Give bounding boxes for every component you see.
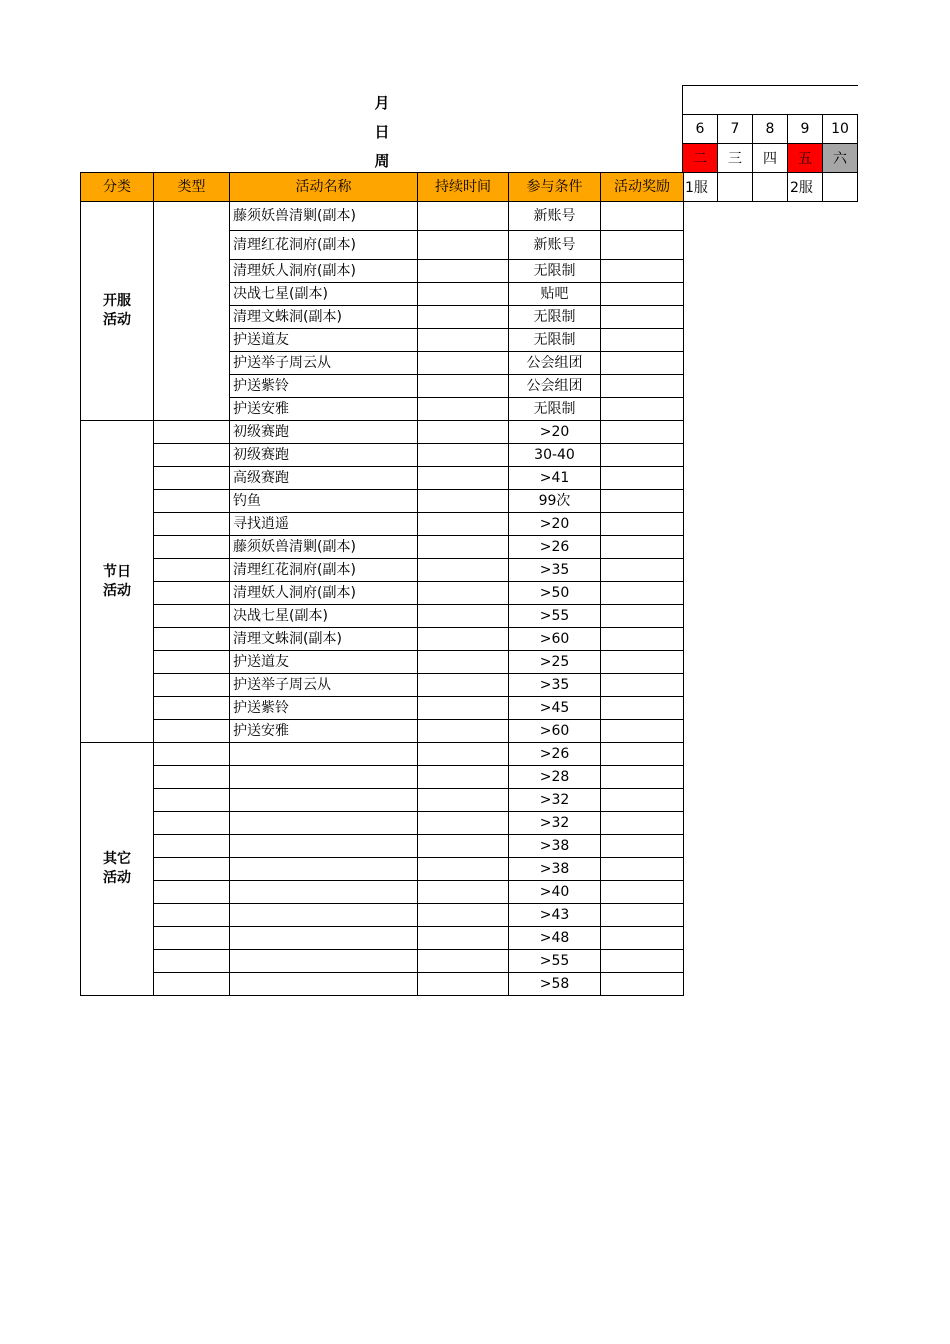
activity-name-cell[interactable] bbox=[230, 835, 418, 858]
reward-cell[interactable] bbox=[601, 766, 684, 789]
calendar-weekday[interactable]: 三 bbox=[718, 144, 753, 173]
table-row bbox=[81, 789, 684, 812]
condition-cell[interactable]: >60 bbox=[509, 628, 601, 651]
calendar-day[interactable]: 6 bbox=[683, 115, 718, 144]
duration-cell[interactable] bbox=[418, 881, 509, 904]
condition-cell[interactable]: >32 bbox=[509, 789, 601, 812]
reward-cell[interactable] bbox=[601, 513, 684, 536]
calendar-weekday[interactable]: 六 bbox=[823, 144, 858, 173]
type-cell[interactable] bbox=[154, 904, 230, 927]
reward-cell[interactable] bbox=[601, 444, 684, 467]
condition-cell[interactable]: >26 bbox=[509, 743, 601, 766]
reward-cell[interactable] bbox=[601, 651, 684, 674]
reward-cell[interactable] bbox=[601, 674, 684, 697]
month-label: 月 bbox=[374, 94, 390, 112]
table-row bbox=[81, 421, 684, 444]
type-cell[interactable] bbox=[154, 835, 230, 858]
header-duration: 持续时间 bbox=[418, 173, 509, 202]
calendar-day-row bbox=[683, 115, 858, 144]
table-row bbox=[81, 202, 684, 231]
type-cell[interactable] bbox=[154, 421, 230, 444]
activity-name-cell[interactable]: 高级赛跑 bbox=[230, 467, 418, 490]
table-row bbox=[81, 904, 684, 927]
activity-name-cell[interactable]: 护送安雅 bbox=[230, 720, 418, 743]
calendar-server[interactable]: 2服 bbox=[788, 173, 823, 202]
reward-cell[interactable] bbox=[601, 490, 684, 513]
type-cell[interactable] bbox=[154, 202, 230, 421]
duration-cell[interactable] bbox=[418, 766, 509, 789]
activity-name-cell[interactable] bbox=[230, 743, 418, 766]
activity-name-cell[interactable]: 清理文蛛洞(副本) bbox=[230, 628, 418, 651]
table-row bbox=[81, 812, 684, 835]
condition-cell[interactable]: >55 bbox=[509, 950, 601, 973]
type-cell[interactable] bbox=[154, 605, 230, 628]
activity-name-cell[interactable]: 护送紫铃 bbox=[230, 697, 418, 720]
condition-cell[interactable]: >40 bbox=[509, 881, 601, 904]
duration-cell[interactable] bbox=[418, 260, 509, 283]
duration-cell[interactable] bbox=[418, 352, 509, 375]
condition-cell[interactable]: >50 bbox=[509, 582, 601, 605]
reward-cell[interactable] bbox=[601, 398, 684, 421]
reward-cell[interactable] bbox=[601, 467, 684, 490]
table-row bbox=[81, 743, 684, 766]
table-row bbox=[81, 582, 684, 605]
condition-cell[interactable]: 99次 bbox=[509, 490, 601, 513]
table-row bbox=[81, 697, 684, 720]
condition-cell[interactable]: >55 bbox=[509, 605, 601, 628]
type-cell[interactable] bbox=[154, 766, 230, 789]
activity-name-cell[interactable]: 决战七星(副本) bbox=[230, 283, 418, 306]
duration-cell[interactable] bbox=[418, 329, 509, 352]
duration-cell[interactable] bbox=[418, 674, 509, 697]
reward-cell[interactable] bbox=[601, 812, 684, 835]
table-row bbox=[81, 628, 684, 651]
condition-cell[interactable]: 公会组团 bbox=[509, 375, 601, 398]
activity-name-cell[interactable]: 藤须妖兽清剿(副本) bbox=[230, 202, 418, 231]
activity-name-cell[interactable]: 护送举子周云从 bbox=[230, 352, 418, 375]
activity-table bbox=[80, 172, 684, 996]
reward-cell[interactable] bbox=[601, 202, 684, 231]
calendar-weekday[interactable]: 二 bbox=[683, 144, 718, 173]
calendar-server-row bbox=[683, 173, 858, 202]
condition-cell[interactable]: 无限制 bbox=[509, 260, 601, 283]
type-cell[interactable] bbox=[154, 973, 230, 996]
type-cell[interactable] bbox=[154, 582, 230, 605]
activity-name-cell[interactable] bbox=[230, 812, 418, 835]
condition-cell[interactable]: 无限制 bbox=[509, 329, 601, 352]
activity-name-cell[interactable] bbox=[230, 789, 418, 812]
activity-name-cell[interactable]: 初级赛跑 bbox=[230, 444, 418, 467]
condition-cell[interactable]: >38 bbox=[509, 858, 601, 881]
reward-cell[interactable] bbox=[601, 559, 684, 582]
duration-cell[interactable] bbox=[418, 927, 509, 950]
condition-cell[interactable]: 公会组团 bbox=[509, 352, 601, 375]
activity-name-cell[interactable] bbox=[230, 904, 418, 927]
type-cell[interactable] bbox=[154, 812, 230, 835]
condition-cell[interactable]: >35 bbox=[509, 559, 601, 582]
duration-cell[interactable] bbox=[418, 628, 509, 651]
type-cell[interactable] bbox=[154, 467, 230, 490]
reward-cell[interactable] bbox=[601, 973, 684, 996]
calendar-server[interactable] bbox=[718, 173, 753, 202]
type-cell[interactable] bbox=[154, 881, 230, 904]
activity-name-cell[interactable]: 钓鱼 bbox=[230, 490, 418, 513]
activity-name-cell[interactable] bbox=[230, 973, 418, 996]
calendar-server[interactable] bbox=[753, 173, 788, 202]
duration-cell[interactable] bbox=[418, 858, 509, 881]
calendar-day[interactable]: 9 bbox=[788, 115, 823, 144]
duration-cell[interactable] bbox=[418, 835, 509, 858]
calendar-header-blank bbox=[682, 85, 858, 115]
table-row bbox=[81, 927, 684, 950]
calendar-weekday[interactable]: 五 bbox=[788, 144, 823, 173]
duration-cell[interactable] bbox=[418, 202, 509, 231]
category-cell[interactable]: 节日 活动 bbox=[81, 421, 154, 743]
condition-cell[interactable]: >58 bbox=[509, 973, 601, 996]
duration-cell[interactable] bbox=[418, 789, 509, 812]
type-cell[interactable] bbox=[154, 628, 230, 651]
activity-name-cell[interactable]: 护送安雅 bbox=[230, 398, 418, 421]
activity-name-cell[interactable]: 护送道友 bbox=[230, 329, 418, 352]
duration-cell[interactable] bbox=[418, 651, 509, 674]
activity-name-cell[interactable] bbox=[230, 766, 418, 789]
header-type: 类型 bbox=[154, 173, 230, 202]
condition-cell[interactable]: >26 bbox=[509, 536, 601, 559]
table-row bbox=[81, 766, 684, 789]
type-cell[interactable] bbox=[154, 490, 230, 513]
calendar-day[interactable]: 8 bbox=[753, 115, 788, 144]
table-row bbox=[81, 720, 684, 743]
activity-name-cell[interactable]: 清理红花洞府(副本) bbox=[230, 559, 418, 582]
activity-name-cell[interactable]: 寻找逍遥 bbox=[230, 513, 418, 536]
condition-cell[interactable]: >60 bbox=[509, 720, 601, 743]
duration-cell[interactable] bbox=[418, 375, 509, 398]
type-cell[interactable] bbox=[154, 444, 230, 467]
duration-cell[interactable] bbox=[418, 697, 509, 720]
duration-cell[interactable] bbox=[418, 559, 509, 582]
duration-cell[interactable] bbox=[418, 812, 509, 835]
type-cell[interactable] bbox=[154, 536, 230, 559]
reward-cell[interactable] bbox=[601, 720, 684, 743]
activity-name-cell[interactable]: 护送举子周云从 bbox=[230, 674, 418, 697]
table-row bbox=[81, 973, 684, 996]
reward-cell[interactable] bbox=[601, 421, 684, 444]
duration-cell[interactable] bbox=[418, 582, 509, 605]
table-row bbox=[81, 467, 684, 490]
header-activity-name: 活动名称 bbox=[230, 173, 418, 202]
table-row bbox=[81, 490, 684, 513]
duration-cell[interactable] bbox=[418, 743, 509, 766]
duration-cell[interactable] bbox=[418, 973, 509, 996]
condition-cell[interactable]: 30-40 bbox=[509, 444, 601, 467]
type-cell[interactable] bbox=[154, 950, 230, 973]
reward-cell[interactable] bbox=[601, 927, 684, 950]
condition-cell[interactable]: >45 bbox=[509, 697, 601, 720]
duration-cell[interactable] bbox=[418, 904, 509, 927]
calendar-weekday[interactable]: 四 bbox=[753, 144, 788, 173]
duration-cell[interactable] bbox=[418, 950, 509, 973]
header-condition: 参与条件 bbox=[509, 173, 601, 202]
duration-cell[interactable] bbox=[418, 283, 509, 306]
type-cell[interactable] bbox=[154, 858, 230, 881]
activity-name-cell[interactable]: 决战七星(副本) bbox=[230, 605, 418, 628]
condition-cell[interactable]: 无限制 bbox=[509, 306, 601, 329]
activity-name-cell[interactable] bbox=[230, 858, 418, 881]
table-row bbox=[81, 513, 684, 536]
duration-cell[interactable] bbox=[418, 421, 509, 444]
activity-name-cell[interactable]: 清理红花洞府(副本) bbox=[230, 231, 418, 260]
reward-cell[interactable] bbox=[601, 375, 684, 398]
reward-cell[interactable] bbox=[601, 950, 684, 973]
reward-cell[interactable] bbox=[601, 536, 684, 559]
reward-cell[interactable] bbox=[601, 881, 684, 904]
activity-name-cell[interactable]: 藤须妖兽清剿(副本) bbox=[230, 536, 418, 559]
header-reward: 活动奖励 bbox=[601, 173, 684, 202]
condition-cell[interactable]: >25 bbox=[509, 651, 601, 674]
table-row bbox=[81, 536, 684, 559]
type-cell[interactable] bbox=[154, 743, 230, 766]
condition-cell[interactable]: >41 bbox=[509, 467, 601, 490]
category-cell[interactable]: 其它 活动 bbox=[81, 743, 154, 996]
condition-cell[interactable]: >20 bbox=[509, 421, 601, 444]
condition-cell[interactable]: >20 bbox=[509, 513, 601, 536]
condition-cell[interactable]: 无限制 bbox=[509, 398, 601, 421]
activity-name-cell[interactable] bbox=[230, 927, 418, 950]
table-row bbox=[81, 605, 684, 628]
condition-cell[interactable]: 新账号 bbox=[509, 202, 601, 231]
calendar-day[interactable]: 10 bbox=[823, 115, 858, 144]
table-row bbox=[81, 559, 684, 582]
calendar-day[interactable]: 7 bbox=[718, 115, 753, 144]
header-category: 分类 bbox=[81, 173, 154, 202]
activity-name-cell[interactable] bbox=[230, 950, 418, 973]
duration-cell[interactable] bbox=[418, 398, 509, 421]
activity-name-cell[interactable]: 清理文蛛洞(副本) bbox=[230, 306, 418, 329]
calendar-table bbox=[682, 114, 858, 202]
condition-cell[interactable]: >48 bbox=[509, 927, 601, 950]
reward-cell[interactable] bbox=[601, 329, 684, 352]
week-label: 周 bbox=[374, 152, 390, 170]
calendar-server[interactable]: 1服 bbox=[683, 173, 718, 202]
activity-name-cell[interactable]: 清理妖人洞府(副本) bbox=[230, 260, 418, 283]
reward-cell[interactable] bbox=[601, 789, 684, 812]
reward-cell[interactable] bbox=[601, 904, 684, 927]
condition-cell[interactable]: >28 bbox=[509, 766, 601, 789]
duration-cell[interactable] bbox=[418, 536, 509, 559]
duration-cell[interactable] bbox=[418, 306, 509, 329]
table-row bbox=[81, 651, 684, 674]
duration-cell[interactable] bbox=[418, 720, 509, 743]
activity-name-cell[interactable]: 初级赛跑 bbox=[230, 421, 418, 444]
condition-cell[interactable]: >38 bbox=[509, 835, 601, 858]
type-cell[interactable] bbox=[154, 651, 230, 674]
table-row bbox=[81, 881, 684, 904]
reward-cell[interactable] bbox=[601, 858, 684, 881]
reward-cell[interactable] bbox=[601, 260, 684, 283]
type-cell[interactable] bbox=[154, 697, 230, 720]
table-row bbox=[81, 858, 684, 881]
table-header-row bbox=[81, 173, 684, 202]
activity-name-cell[interactable]: 清理妖人洞府(副本) bbox=[230, 582, 418, 605]
duration-cell[interactable] bbox=[418, 513, 509, 536]
day-label: 日 bbox=[374, 123, 390, 141]
condition-cell[interactable]: 新账号 bbox=[509, 231, 601, 260]
table-body bbox=[81, 202, 684, 996]
type-cell[interactable] bbox=[154, 927, 230, 950]
type-cell[interactable] bbox=[154, 720, 230, 743]
table-row bbox=[81, 444, 684, 467]
duration-cell[interactable] bbox=[418, 467, 509, 490]
reward-cell[interactable] bbox=[601, 582, 684, 605]
reward-cell[interactable] bbox=[601, 743, 684, 766]
table-row bbox=[81, 950, 684, 973]
condition-cell[interactable]: 贴吧 bbox=[509, 283, 601, 306]
reward-cell[interactable] bbox=[601, 605, 684, 628]
condition-cell[interactable]: >35 bbox=[509, 674, 601, 697]
duration-cell[interactable] bbox=[418, 490, 509, 513]
reward-cell[interactable] bbox=[601, 697, 684, 720]
type-cell[interactable] bbox=[154, 789, 230, 812]
reward-cell[interactable] bbox=[601, 835, 684, 858]
reward-cell[interactable] bbox=[601, 352, 684, 375]
duration-cell[interactable] bbox=[418, 605, 509, 628]
activity-name-cell[interactable]: 护送道友 bbox=[230, 651, 418, 674]
reward-cell[interactable] bbox=[601, 628, 684, 651]
table-row bbox=[81, 674, 684, 697]
condition-cell[interactable]: >43 bbox=[509, 904, 601, 927]
reward-cell[interactable] bbox=[601, 231, 684, 260]
activity-name-cell[interactable] bbox=[230, 881, 418, 904]
reward-cell[interactable] bbox=[601, 283, 684, 306]
condition-cell[interactable]: >32 bbox=[509, 812, 601, 835]
type-cell[interactable] bbox=[154, 559, 230, 582]
type-cell[interactable] bbox=[154, 674, 230, 697]
duration-cell[interactable] bbox=[418, 231, 509, 260]
type-cell[interactable] bbox=[154, 513, 230, 536]
category-cell[interactable]: 开服 活动 bbox=[81, 202, 154, 421]
reward-cell[interactable] bbox=[601, 306, 684, 329]
calendar-server[interactable] bbox=[823, 173, 858, 202]
duration-cell[interactable] bbox=[418, 444, 509, 467]
activity-name-cell[interactable]: 护送紫铃 bbox=[230, 375, 418, 398]
calendar-weekday-row bbox=[683, 144, 858, 173]
table-row bbox=[81, 835, 684, 858]
